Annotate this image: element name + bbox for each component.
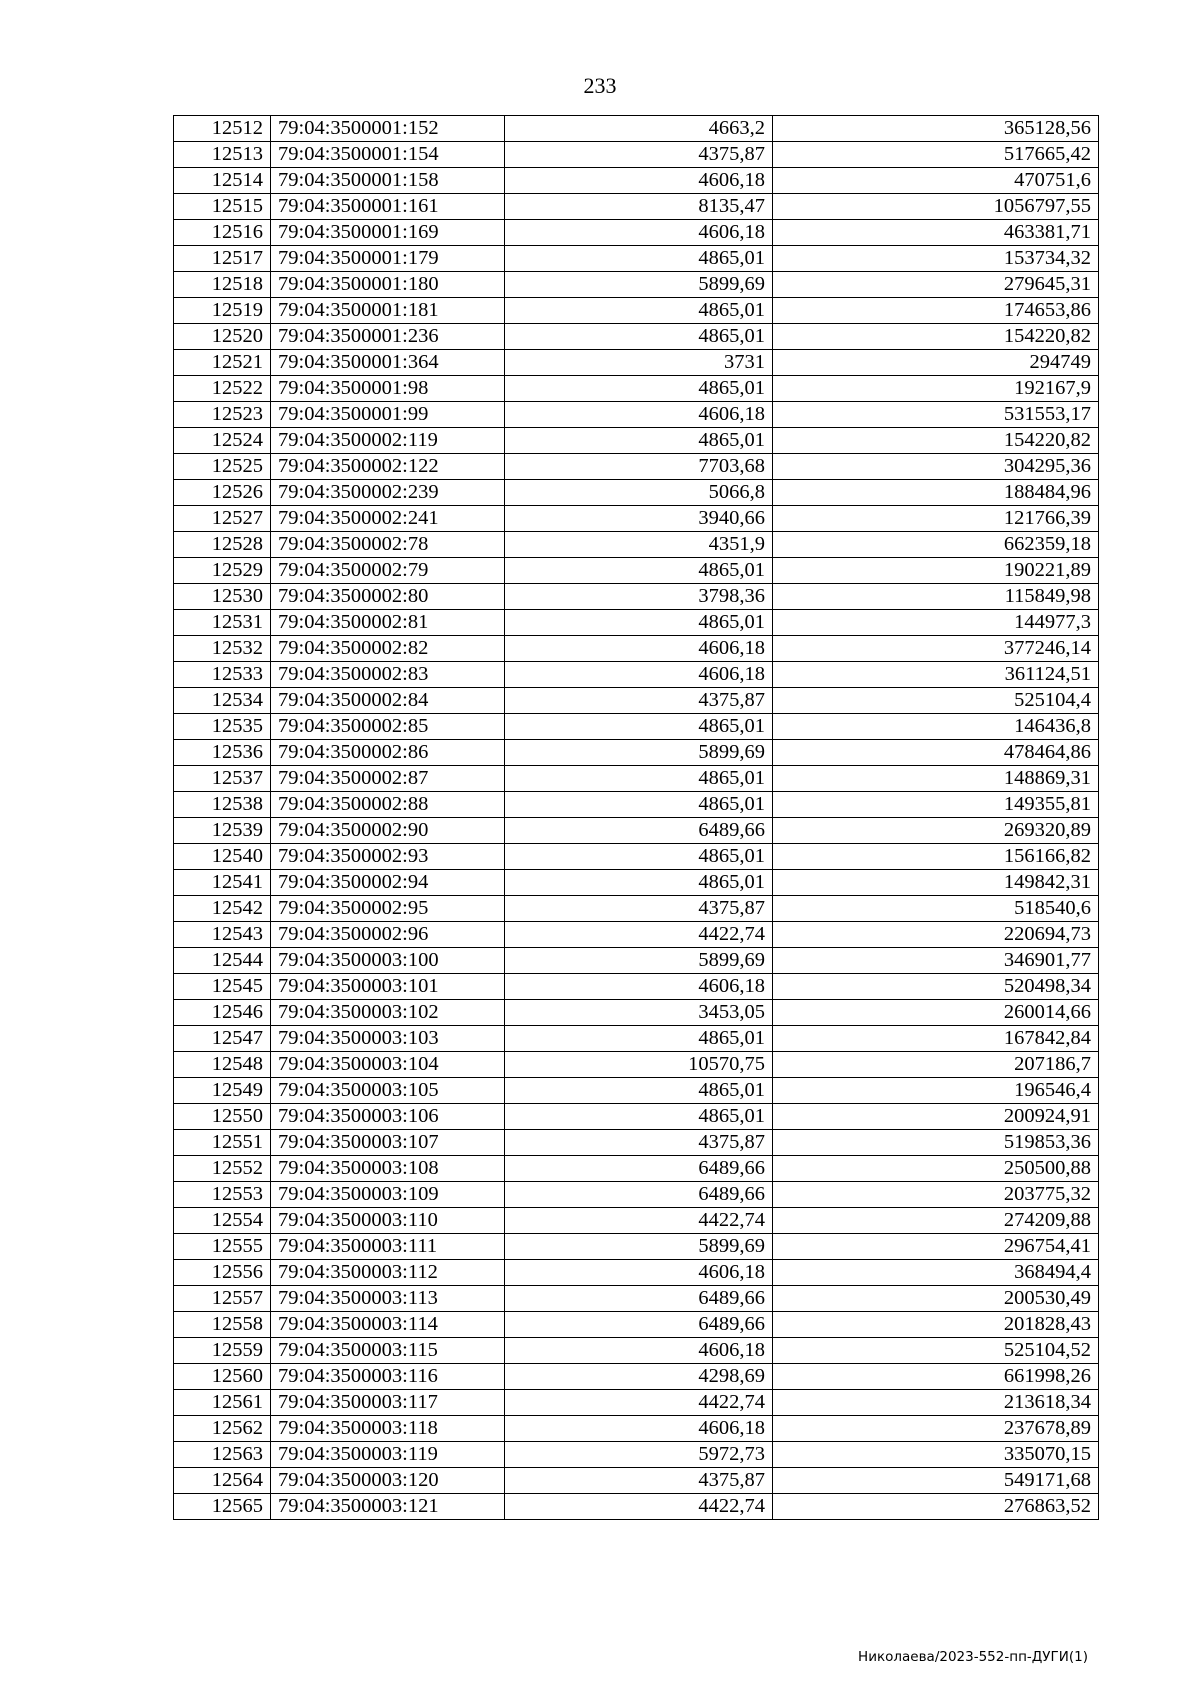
cadastral-number-cell: 79:04:3500003:102 <box>271 1000 505 1026</box>
value-cell: 200530,49 <box>773 1286 1099 1312</box>
value-cell: 296754,41 <box>773 1234 1099 1260</box>
value-cell: 269320,89 <box>773 818 1099 844</box>
table-row <box>174 1026 1099 1052</box>
area-cell: 3453,05 <box>505 1000 773 1026</box>
row-number-cell: 12533 <box>174 662 271 688</box>
area-cell: 5899,69 <box>505 272 773 298</box>
cadastral-number-cell: 79:04:3500002:94 <box>271 870 505 896</box>
area-cell: 4865,01 <box>505 246 773 272</box>
area-cell: 4422,74 <box>505 1208 773 1234</box>
table-row <box>174 194 1099 220</box>
table-row <box>174 1286 1099 1312</box>
table-row <box>174 324 1099 350</box>
area-cell: 4606,18 <box>505 168 773 194</box>
area-cell: 3798,36 <box>505 584 773 610</box>
value-cell: 196546,4 <box>773 1078 1099 1104</box>
table-row <box>174 116 1099 142</box>
row-number-cell: 12563 <box>174 1442 271 1468</box>
cadastral-number-cell: 79:04:3500001:180 <box>271 272 505 298</box>
table-row <box>174 454 1099 480</box>
row-number-cell: 12528 <box>174 532 271 558</box>
row-number-cell: 12553 <box>174 1182 271 1208</box>
value-cell: 335070,15 <box>773 1442 1099 1468</box>
cadastral-number-cell: 79:04:3500003:108 <box>271 1156 505 1182</box>
table-row <box>174 1442 1099 1468</box>
cadastral-number-cell: 79:04:3500003:109 <box>271 1182 505 1208</box>
cadastral-number-cell: 79:04:3500002:79 <box>271 558 505 584</box>
cadastral-number-cell: 79:04:3500003:116 <box>271 1364 505 1390</box>
row-number-cell: 12552 <box>174 1156 271 1182</box>
row-number-cell: 12560 <box>174 1364 271 1390</box>
table-row <box>174 974 1099 1000</box>
row-number-cell: 12534 <box>174 688 271 714</box>
row-number-cell: 12514 <box>174 168 271 194</box>
table-row <box>174 1130 1099 1156</box>
value-cell: 237678,89 <box>773 1416 1099 1442</box>
value-cell: 525104,4 <box>773 688 1099 714</box>
value-cell: 146436,8 <box>773 714 1099 740</box>
value-cell: 470751,6 <box>773 168 1099 194</box>
table-row <box>174 948 1099 974</box>
row-number-cell: 12539 <box>174 818 271 844</box>
cadastral-number-cell: 79:04:3500002:87 <box>271 766 505 792</box>
row-number-cell: 12544 <box>174 948 271 974</box>
area-cell: 6489,66 <box>505 1156 773 1182</box>
cadastral-number-cell: 79:04:3500003:106 <box>271 1104 505 1130</box>
value-cell: 149355,81 <box>773 792 1099 818</box>
table-row <box>174 1104 1099 1130</box>
value-cell: 144977,3 <box>773 610 1099 636</box>
row-number-cell: 12512 <box>174 116 271 142</box>
area-cell: 4422,74 <box>505 1390 773 1416</box>
value-cell: 153734,32 <box>773 246 1099 272</box>
page-number: 233 <box>583 73 617 98</box>
table-row <box>174 1364 1099 1390</box>
value-cell: 662359,18 <box>773 532 1099 558</box>
value-cell: 661998,26 <box>773 1364 1099 1390</box>
cadastral-number-cell: 79:04:3500001:169 <box>271 220 505 246</box>
cadastral-number-cell: 79:04:3500002:96 <box>271 922 505 948</box>
row-number-cell: 12535 <box>174 714 271 740</box>
row-number-cell: 12536 <box>174 740 271 766</box>
area-cell: 6489,66 <box>505 1312 773 1338</box>
cadastral-number-cell: 79:04:3500001:98 <box>271 376 505 402</box>
row-number-cell: 12543 <box>174 922 271 948</box>
table-row <box>174 1312 1099 1338</box>
row-number-cell: 12546 <box>174 1000 271 1026</box>
value-cell: 190221,89 <box>773 558 1099 584</box>
document-reference: Николаева/2023-552-пп-ДУГИ(1) <box>858 1649 1088 1665</box>
area-cell: 3940,66 <box>505 506 773 532</box>
row-number-cell: 12556 <box>174 1260 271 1286</box>
row-number-cell: 12561 <box>174 1390 271 1416</box>
row-number-cell: 12547 <box>174 1026 271 1052</box>
row-number-cell: 12549 <box>174 1078 271 1104</box>
value-cell: 519853,36 <box>773 1130 1099 1156</box>
value-cell: 377246,14 <box>773 636 1099 662</box>
value-cell: 213618,34 <box>773 1390 1099 1416</box>
cadastral-number-cell: 79:04:3500003:111 <box>271 1234 505 1260</box>
area-cell: 4865,01 <box>505 870 773 896</box>
value-cell: 463381,71 <box>773 220 1099 246</box>
row-number-cell: 12529 <box>174 558 271 584</box>
row-number-cell: 12522 <box>174 376 271 402</box>
value-cell: 174653,86 <box>773 298 1099 324</box>
area-cell: 6489,66 <box>505 1182 773 1208</box>
table-row <box>174 1390 1099 1416</box>
value-cell: 1056797,55 <box>773 194 1099 220</box>
cadastral-number-cell: 79:04:3500002:88 <box>271 792 505 818</box>
area-cell: 4375,87 <box>505 896 773 922</box>
area-cell: 4865,01 <box>505 844 773 870</box>
value-cell: 260014,66 <box>773 1000 1099 1026</box>
cadastral-number-cell: 79:04:3500001:161 <box>271 194 505 220</box>
area-cell: 6489,66 <box>505 1286 773 1312</box>
table-row <box>174 870 1099 896</box>
value-cell: 276863,52 <box>773 1494 1099 1520</box>
area-cell: 4865,01 <box>505 298 773 324</box>
area-cell: 4298,69 <box>505 1364 773 1390</box>
table-row <box>174 714 1099 740</box>
area-cell: 4422,74 <box>505 1494 773 1520</box>
value-cell: 531553,17 <box>773 402 1099 428</box>
table-row <box>174 792 1099 818</box>
area-cell: 4375,87 <box>505 688 773 714</box>
table-row <box>174 1416 1099 1442</box>
table-row <box>174 1338 1099 1364</box>
cadastral-number-cell: 79:04:3500002:86 <box>271 740 505 766</box>
value-cell: 518540,6 <box>773 896 1099 922</box>
row-number-cell: 12525 <box>174 454 271 480</box>
area-cell: 7703,68 <box>505 454 773 480</box>
row-number-cell: 12545 <box>174 974 271 1000</box>
cadastral-number-cell: 79:04:3500002:82 <box>271 636 505 662</box>
table-row <box>174 1494 1099 1520</box>
table-row <box>174 506 1099 532</box>
value-cell: 188484,96 <box>773 480 1099 506</box>
cadastral-number-cell: 79:04:3500003:110 <box>271 1208 505 1234</box>
area-cell: 4606,18 <box>505 636 773 662</box>
table-row <box>174 922 1099 948</box>
area-cell: 10570,75 <box>505 1052 773 1078</box>
table-row <box>174 428 1099 454</box>
area-cell: 4606,18 <box>505 1416 773 1442</box>
value-cell: 149842,31 <box>773 870 1099 896</box>
cadastral-number-cell: 79:04:3500003:103 <box>271 1026 505 1052</box>
row-number-cell: 12513 <box>174 142 271 168</box>
area-cell: 4865,01 <box>505 324 773 350</box>
row-number-cell: 12564 <box>174 1468 271 1494</box>
cadastral-number-cell: 79:04:3500003:104 <box>271 1052 505 1078</box>
value-cell: 294749 <box>773 350 1099 376</box>
cadastral-number-cell: 79:04:3500002:81 <box>271 610 505 636</box>
value-cell: 200924,91 <box>773 1104 1099 1130</box>
value-cell: 517665,42 <box>773 142 1099 168</box>
area-cell: 5899,69 <box>505 948 773 974</box>
value-cell: 192167,9 <box>773 376 1099 402</box>
area-cell: 5899,69 <box>505 740 773 766</box>
value-cell: 115849,98 <box>773 584 1099 610</box>
cadastral-number-cell: 79:04:3500003:113 <box>271 1286 505 1312</box>
area-cell: 4375,87 <box>505 1468 773 1494</box>
table-row <box>174 272 1099 298</box>
row-number-cell: 12557 <box>174 1286 271 1312</box>
row-number-cell: 12523 <box>174 402 271 428</box>
value-cell: 549171,68 <box>773 1468 1099 1494</box>
value-cell: 250500,88 <box>773 1156 1099 1182</box>
cadastral-number-cell: 79:04:3500002:95 <box>271 896 505 922</box>
table-row <box>174 1052 1099 1078</box>
row-number-cell: 12530 <box>174 584 271 610</box>
area-cell: 4606,18 <box>505 662 773 688</box>
row-number-cell: 12550 <box>174 1104 271 1130</box>
area-cell: 6489,66 <box>505 818 773 844</box>
table-row <box>174 246 1099 272</box>
cadastral-number-cell: 79:04:3500002:80 <box>271 584 505 610</box>
cadastral-number-cell: 79:04:3500002:119 <box>271 428 505 454</box>
table-row <box>174 402 1099 428</box>
row-number-cell: 12517 <box>174 246 271 272</box>
area-cell: 8135,47 <box>505 194 773 220</box>
row-number-cell: 12554 <box>174 1208 271 1234</box>
value-cell: 167842,84 <box>773 1026 1099 1052</box>
value-cell: 154220,82 <box>773 324 1099 350</box>
area-cell: 4606,18 <box>505 1338 773 1364</box>
value-cell: 148869,31 <box>773 766 1099 792</box>
table-row <box>174 818 1099 844</box>
row-number-cell: 12519 <box>174 298 271 324</box>
cadastral-number-cell: 79:04:3500003:112 <box>271 1260 505 1286</box>
cadastral-number-cell: 79:04:3500001:179 <box>271 246 505 272</box>
table-row <box>174 740 1099 766</box>
table-row <box>174 532 1099 558</box>
area-cell: 4351,9 <box>505 532 773 558</box>
value-cell: 346901,77 <box>773 948 1099 974</box>
row-number-cell: 12548 <box>174 1052 271 1078</box>
value-cell: 368494,4 <box>773 1260 1099 1286</box>
value-cell: 201828,43 <box>773 1312 1099 1338</box>
cadastral-number-cell: 79:04:3500002:78 <box>271 532 505 558</box>
table-row <box>174 1156 1099 1182</box>
table-row <box>174 766 1099 792</box>
area-cell: 4865,01 <box>505 428 773 454</box>
value-cell: 220694,73 <box>773 922 1099 948</box>
row-number-cell: 12532 <box>174 636 271 662</box>
row-number-cell: 12521 <box>174 350 271 376</box>
area-cell: 4606,18 <box>505 402 773 428</box>
value-cell: 156166,82 <box>773 844 1099 870</box>
value-cell: 304295,36 <box>773 454 1099 480</box>
cadastral-number-cell: 79:04:3500003:114 <box>271 1312 505 1338</box>
area-cell: 4663,2 <box>505 116 773 142</box>
table-row <box>174 350 1099 376</box>
row-number-cell: 12518 <box>174 272 271 298</box>
value-cell: 478464,86 <box>773 740 1099 766</box>
cadastral-number-cell: 79:04:3500001:236 <box>271 324 505 350</box>
cadastral-number-cell: 79:04:3500002:241 <box>271 506 505 532</box>
cadastral-number-cell: 79:04:3500002:90 <box>271 818 505 844</box>
area-cell: 4375,87 <box>505 142 773 168</box>
area-cell: 4865,01 <box>505 610 773 636</box>
area-cell: 4606,18 <box>505 974 773 1000</box>
cadastral-number-cell: 79:04:3500003:100 <box>271 948 505 974</box>
area-cell: 3731 <box>505 350 773 376</box>
table-row <box>174 1000 1099 1026</box>
cadastral-number-cell: 79:04:3500003:107 <box>271 1130 505 1156</box>
cadastral-number-cell: 79:04:3500003:118 <box>271 1416 505 1442</box>
table-row <box>174 142 1099 168</box>
table-row <box>174 688 1099 714</box>
table-row <box>174 168 1099 194</box>
cadastral-number-cell: 79:04:3500001:364 <box>271 350 505 376</box>
table-row <box>174 584 1099 610</box>
row-number-cell: 12559 <box>174 1338 271 1364</box>
table-row <box>174 1260 1099 1286</box>
value-cell: 203775,32 <box>773 1182 1099 1208</box>
cadastral-number-cell: 79:04:3500001:158 <box>271 168 505 194</box>
table-row <box>174 1078 1099 1104</box>
value-cell: 274209,88 <box>773 1208 1099 1234</box>
table-row <box>174 298 1099 324</box>
cadastral-number-cell: 79:04:3500003:117 <box>271 1390 505 1416</box>
area-cell: 5972,73 <box>505 1442 773 1468</box>
cadastral-number-cell: 79:04:3500001:181 <box>271 298 505 324</box>
area-cell: 4865,01 <box>505 558 773 584</box>
area-cell: 4865,01 <box>505 766 773 792</box>
row-number-cell: 12524 <box>174 428 271 454</box>
cadastral-number-cell: 79:04:3500002:83 <box>271 662 505 688</box>
cadastral-number-cell: 79:04:3500001:99 <box>271 402 505 428</box>
cadastral-number-cell: 79:04:3500002:122 <box>271 454 505 480</box>
value-cell: 279645,31 <box>773 272 1099 298</box>
table-row <box>174 610 1099 636</box>
cadastral-number-cell: 79:04:3500003:119 <box>271 1442 505 1468</box>
cadastral-number-cell: 79:04:3500003:121 <box>271 1494 505 1520</box>
row-number-cell: 12520 <box>174 324 271 350</box>
value-cell: 365128,56 <box>773 116 1099 142</box>
area-cell: 4606,18 <box>505 1260 773 1286</box>
cadastral-number-cell: 79:04:3500003:115 <box>271 1338 505 1364</box>
row-number-cell: 12551 <box>174 1130 271 1156</box>
area-cell: 4422,74 <box>505 922 773 948</box>
cadastral-number-cell: 79:04:3500003:120 <box>271 1468 505 1494</box>
area-cell: 4865,01 <box>505 792 773 818</box>
table-body <box>174 116 1099 1520</box>
row-number-cell: 12541 <box>174 870 271 896</box>
row-number-cell: 12555 <box>174 1234 271 1260</box>
table-row <box>174 844 1099 870</box>
cadastral-number-cell: 79:04:3500003:105 <box>271 1078 505 1104</box>
value-cell: 525104,52 <box>773 1338 1099 1364</box>
row-number-cell: 12531 <box>174 610 271 636</box>
row-number-cell: 12538 <box>174 792 271 818</box>
row-number-cell: 12562 <box>174 1416 271 1442</box>
area-cell: 4865,01 <box>505 714 773 740</box>
cadastral-number-cell: 79:04:3500001:154 <box>271 142 505 168</box>
area-cell: 4865,01 <box>505 1026 773 1052</box>
row-number-cell: 12526 <box>174 480 271 506</box>
area-cell: 4865,01 <box>505 376 773 402</box>
row-number-cell: 12537 <box>174 766 271 792</box>
table-row <box>174 1234 1099 1260</box>
cadastral-number-cell: 79:04:3500001:152 <box>271 116 505 142</box>
cadastral-number-cell: 79:04:3500002:84 <box>271 688 505 714</box>
row-number-cell: 12558 <box>174 1312 271 1338</box>
value-cell: 121766,39 <box>773 506 1099 532</box>
table-row <box>174 1208 1099 1234</box>
table-row <box>174 636 1099 662</box>
area-cell: 4375,87 <box>505 1130 773 1156</box>
cadastral-number-cell: 79:04:3500003:101 <box>271 974 505 1000</box>
value-cell: 154220,82 <box>773 428 1099 454</box>
table-row <box>174 220 1099 246</box>
row-number-cell: 12542 <box>174 896 271 922</box>
table-row <box>174 1182 1099 1208</box>
table-row <box>174 480 1099 506</box>
area-cell: 4865,01 <box>505 1078 773 1104</box>
value-cell: 361124,51 <box>773 662 1099 688</box>
table-row <box>174 558 1099 584</box>
table-row <box>174 376 1099 402</box>
area-cell: 5066,8 <box>505 480 773 506</box>
row-number-cell: 12515 <box>174 194 271 220</box>
table-row <box>174 1468 1099 1494</box>
table-row <box>174 896 1099 922</box>
area-cell: 4606,18 <box>505 220 773 246</box>
value-cell: 207186,7 <box>773 1052 1099 1078</box>
cadastral-number-cell: 79:04:3500002:93 <box>271 844 505 870</box>
table-row <box>174 662 1099 688</box>
value-cell: 520498,34 <box>773 974 1099 1000</box>
area-cell: 5899,69 <box>505 1234 773 1260</box>
land-plot-table <box>173 115 1099 1520</box>
row-number-cell: 12540 <box>174 844 271 870</box>
cadastral-number-cell: 79:04:3500002:239 <box>271 480 505 506</box>
row-number-cell: 12565 <box>174 1494 271 1520</box>
row-number-cell: 12516 <box>174 220 271 246</box>
row-number-cell: 12527 <box>174 506 271 532</box>
area-cell: 4865,01 <box>505 1104 773 1130</box>
cadastral-number-cell: 79:04:3500002:85 <box>271 714 505 740</box>
